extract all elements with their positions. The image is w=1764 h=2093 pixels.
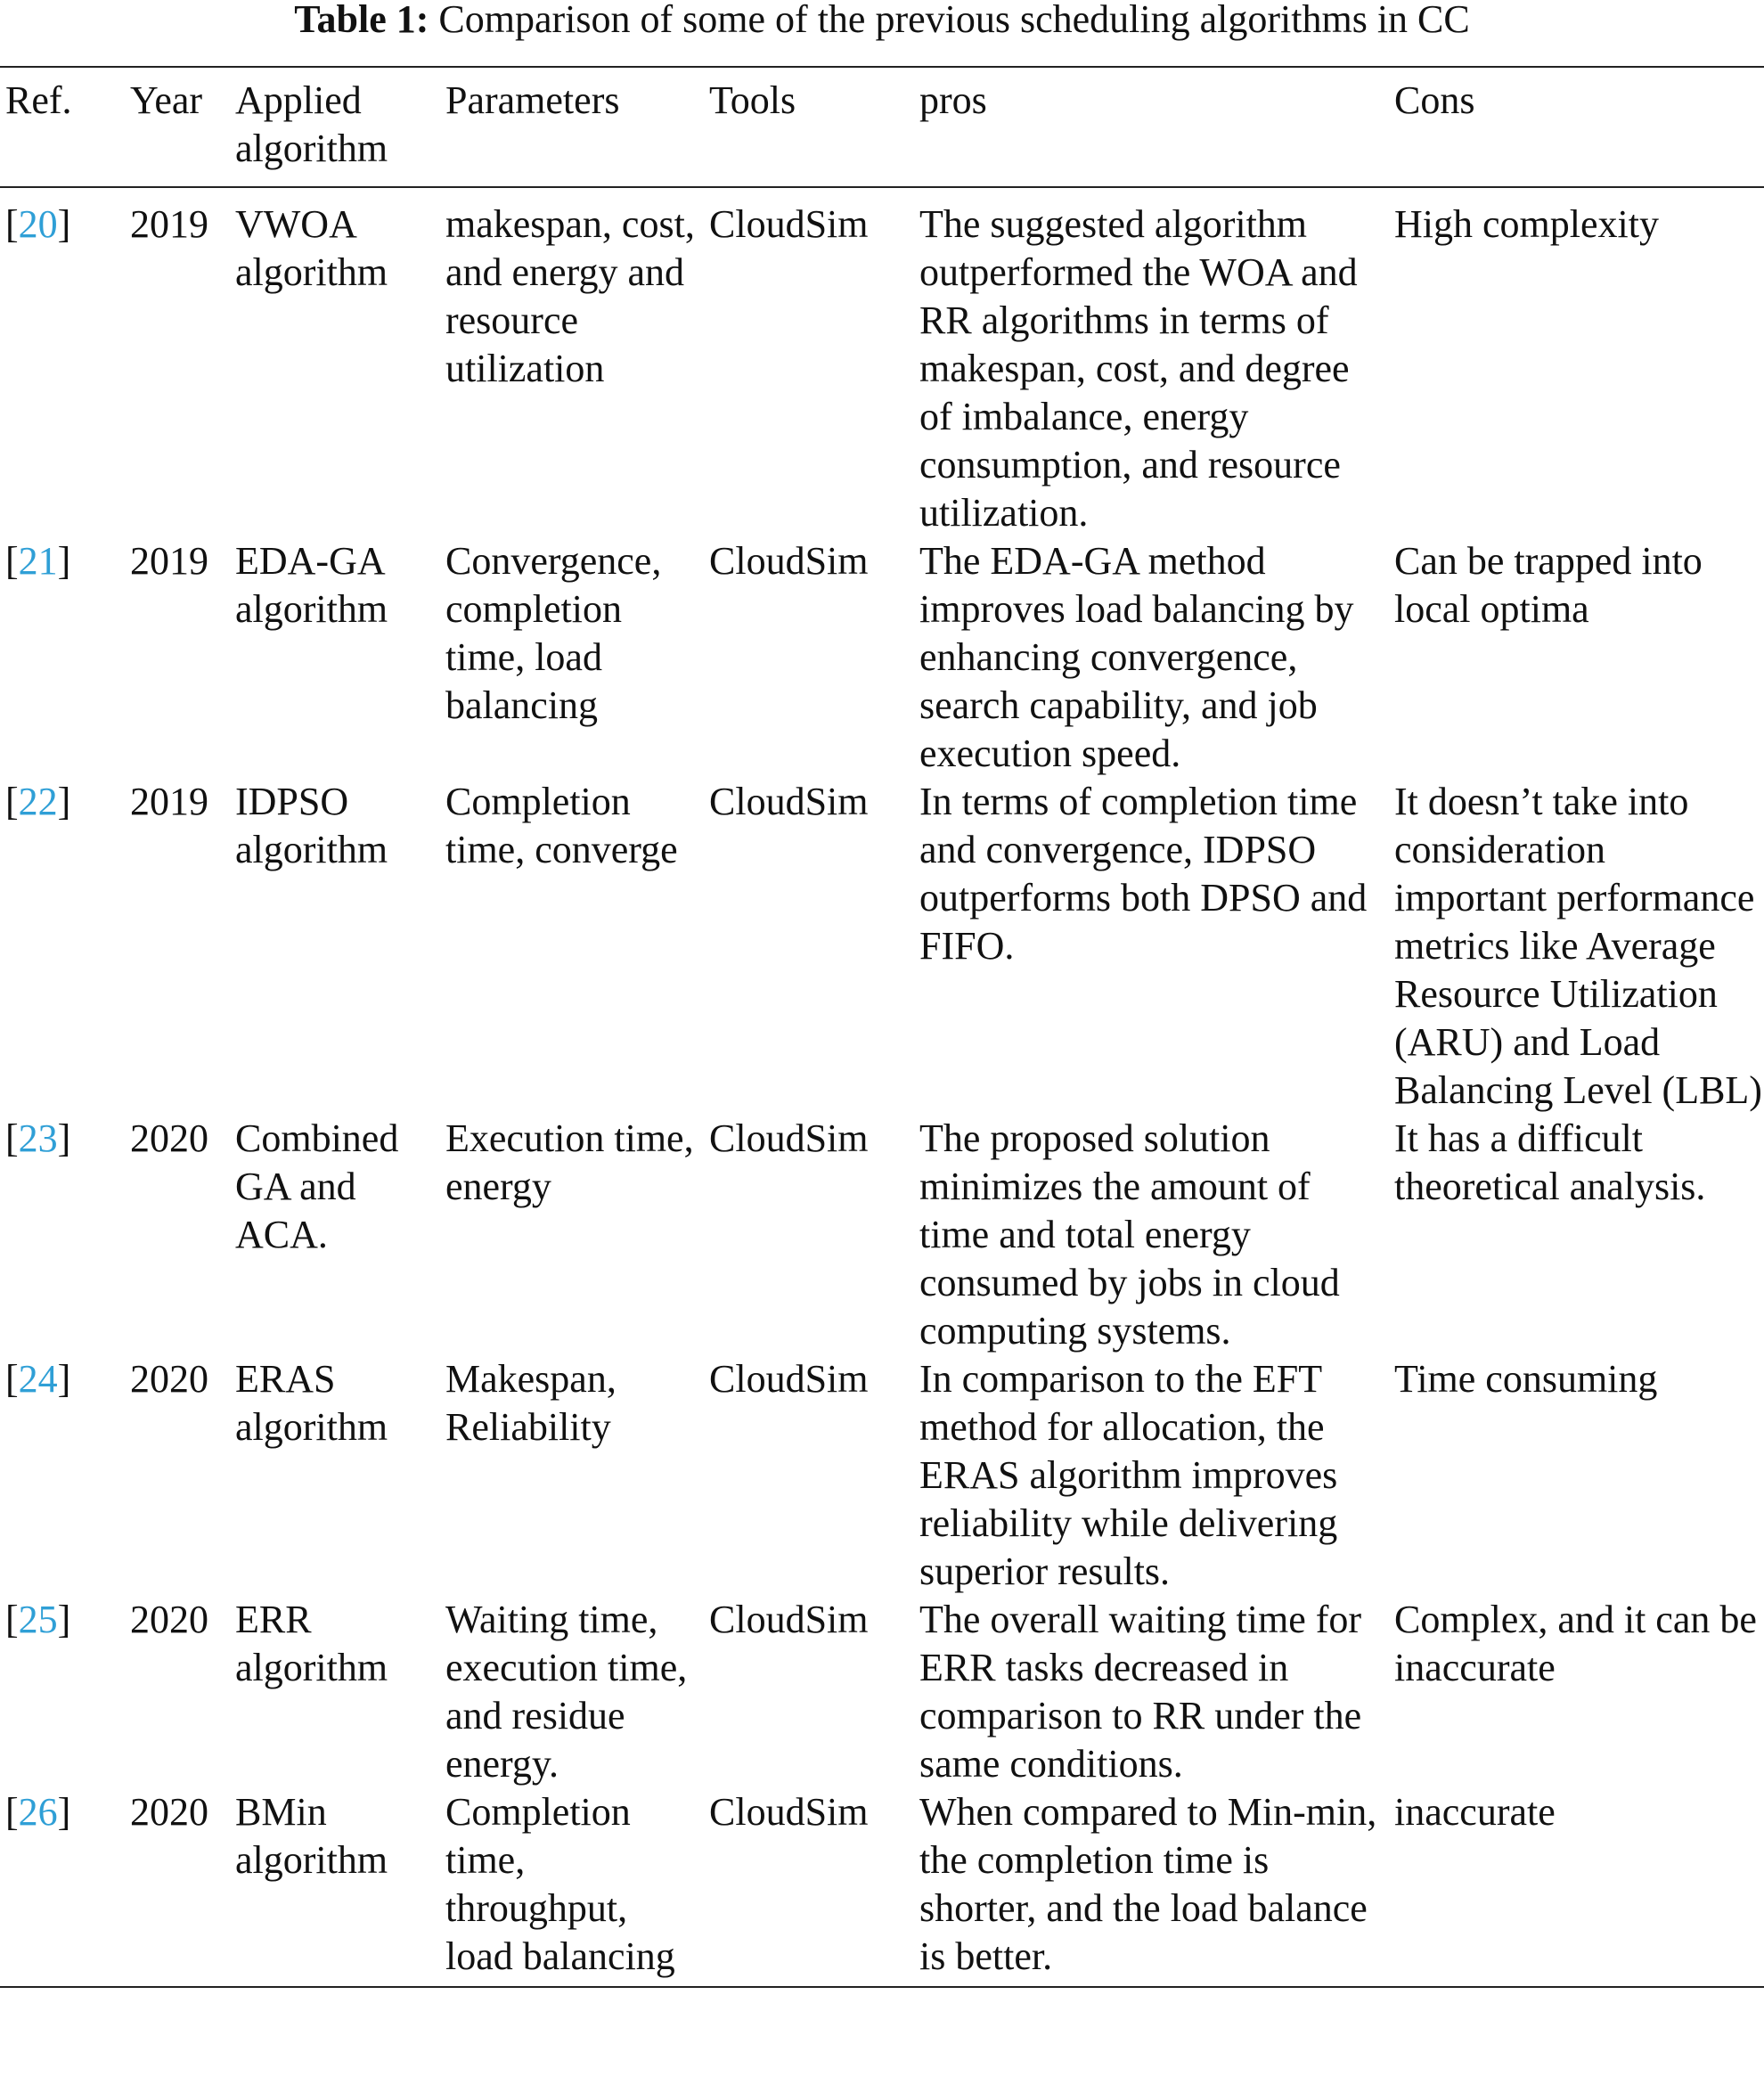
cell-tools: CloudSim <box>704 1788 914 1987</box>
cell-parameters: Execution time, energy <box>445 1116 694 1208</box>
header-pros: pros <box>914 67 1389 187</box>
cell-cons: Can be trapped into local optima <box>1394 539 1703 631</box>
ref-link[interactable]: 25 <box>18 1598 58 1641</box>
cell-cons: High complexity <box>1394 202 1659 246</box>
cell-algorithm: BMin algorithm <box>230 1788 440 1987</box>
ref-bracket-close: ] <box>57 1598 71 1641</box>
table-caption-label: Table 1: <box>294 0 429 41</box>
cell-parameters: Completion time, throughput, load balancing <box>440 1788 704 1987</box>
ref-bracket-open: [ <box>5 780 19 823</box>
cell-tools: CloudSim <box>709 780 869 823</box>
header-year: Year <box>125 67 230 187</box>
cell-ref <box>0 537 125 778</box>
ref-bracket-close: ] <box>57 1790 71 1834</box>
header-parameters: Parameters <box>440 67 704 187</box>
table-row <box>0 778 1764 1115</box>
table-header <box>0 67 1764 187</box>
ref-bracket-close: ] <box>57 1116 71 1160</box>
ref-bracket-close: ] <box>57 539 71 583</box>
cell-pros: The suggested algorithm outperformed the WOA and RR algorithms in terms of makespan, cost, and degree of imbalance, energy consumption, and resource utilization. <box>919 202 1358 535</box>
cell-year: 2020 <box>130 1357 208 1401</box>
ref-link[interactable]: 20 <box>18 202 58 246</box>
table-row <box>0 1788 1764 1987</box>
ref-link[interactable]: 24 <box>18 1357 58 1401</box>
table-row <box>0 537 1764 778</box>
ref-bracket-open: [ <box>5 202 19 246</box>
cell-pros: The EDA-GA method improves load balancing by enhancing convergence, search capability, and job execution speed. <box>919 539 1354 775</box>
header-cons: Cons <box>1389 67 1764 187</box>
cell-tools: CloudSim <box>709 1598 869 1641</box>
cell-year: 2020 <box>130 1116 208 1160</box>
cell-algorithm: EDA-GA algorithm <box>235 539 388 631</box>
table-row <box>0 1115 1764 1355</box>
header-algorithm: Applied algorithm <box>230 67 440 187</box>
ref-link[interactable]: 23 <box>18 1116 58 1160</box>
ref-bracket-open: [ <box>5 1357 19 1401</box>
cell-year: 2019 <box>130 539 208 583</box>
cell-algorithm: Combined GA and ACA. <box>235 1116 399 1256</box>
cell-parameters: makespan, cost, and energy and resource utilization <box>445 202 695 390</box>
ref-link[interactable]: 26 <box>18 1790 58 1834</box>
cell-pros: In comparison to the EFT method for allocation, the ERAS algorithm improves reliability while delivering superior results. <box>919 1357 1338 1593</box>
ref-bracket-open: [ <box>5 1790 19 1834</box>
ref-bracket-open: [ <box>5 1116 19 1160</box>
ref-bracket-open: [ <box>5 539 19 583</box>
cell-parameters: Makespan, Reliability <box>445 1357 617 1449</box>
cell-ref <box>0 778 125 1115</box>
cell-algorithm: ERR algorithm <box>235 1598 388 1689</box>
comparison-table <box>0 66 1764 1988</box>
ref-bracket-close: ] <box>57 1357 71 1401</box>
cell-year: 2020 <box>130 1598 208 1641</box>
cell-year: 2019 <box>130 202 208 246</box>
cell-algorithm: IDPSO algorithm <box>235 780 388 871</box>
table-row <box>0 187 1764 537</box>
cell-ref <box>0 1788 125 1987</box>
cell-pros: The overall waiting time for ERR tasks decreased in comparison to RR under the same conditions. <box>919 1598 1362 1786</box>
ref-bracket-close: ] <box>57 202 71 246</box>
cell-cons: inaccurate <box>1389 1788 1764 1987</box>
cell-cons: Time consuming <box>1394 1357 1658 1401</box>
cell-year: 2020 <box>125 1788 230 1987</box>
header-row <box>0 67 1764 187</box>
ref-bracket-open: [ <box>5 1598 19 1641</box>
cell-ref <box>0 1596 125 1788</box>
cell-cons: It doesn’t take into consideration important performance metrics like Average Resource Utilization (ARU) and Load Balancing Level (LBL) <box>1394 780 1762 1112</box>
table-caption <box>0 0 1764 39</box>
cell-cons: Complex, and it can be inaccurate <box>1394 1598 1757 1689</box>
header-tools: Tools <box>704 67 914 187</box>
cell-tools: CloudSim <box>709 202 869 246</box>
header-ref: Ref. <box>0 67 125 187</box>
cell-year: 2019 <box>130 780 208 823</box>
ref-link[interactable]: 22 <box>18 780 58 823</box>
cell-tools: CloudSim <box>709 539 869 583</box>
table-caption-text: Comparison of some of the previous scheduling algorithms in CC <box>438 0 1470 41</box>
cell-algorithm: VWOA algorithm <box>235 202 388 294</box>
table-body <box>0 187 1764 1987</box>
cell-pros: The proposed solution minimizes the amount of time and total energy consumed by jobs in cloud computing systems. <box>919 1116 1340 1353</box>
cell-pros: When compared to Min-min, the completion time is shorter, and the load balance is better. <box>914 1788 1389 1987</box>
cell-tools: CloudSim <box>709 1116 869 1160</box>
cell-tools: CloudSim <box>709 1357 869 1401</box>
table-row <box>0 1355 1764 1596</box>
table-row <box>0 1596 1764 1788</box>
cell-parameters: Completion time, converge <box>445 780 678 871</box>
cell-parameters: Waiting time, execution time, and residue energy. <box>445 1598 688 1786</box>
cell-ref <box>0 187 125 537</box>
ref-bracket-close: ] <box>57 780 71 823</box>
cell-parameters: Convergence, completion time, load balancing <box>445 539 662 727</box>
cell-cons: It has a difficult theoretical analysis. <box>1394 1116 1706 1208</box>
cell-pros: In terms of completion time and convergence, IDPSO outperforms both DPSO and FIFO. <box>919 780 1368 968</box>
cell-ref <box>0 1115 125 1355</box>
cell-algorithm: ERAS algorithm <box>235 1357 388 1449</box>
cell-ref <box>0 1355 125 1596</box>
ref-link[interactable]: 21 <box>18 539 58 583</box>
